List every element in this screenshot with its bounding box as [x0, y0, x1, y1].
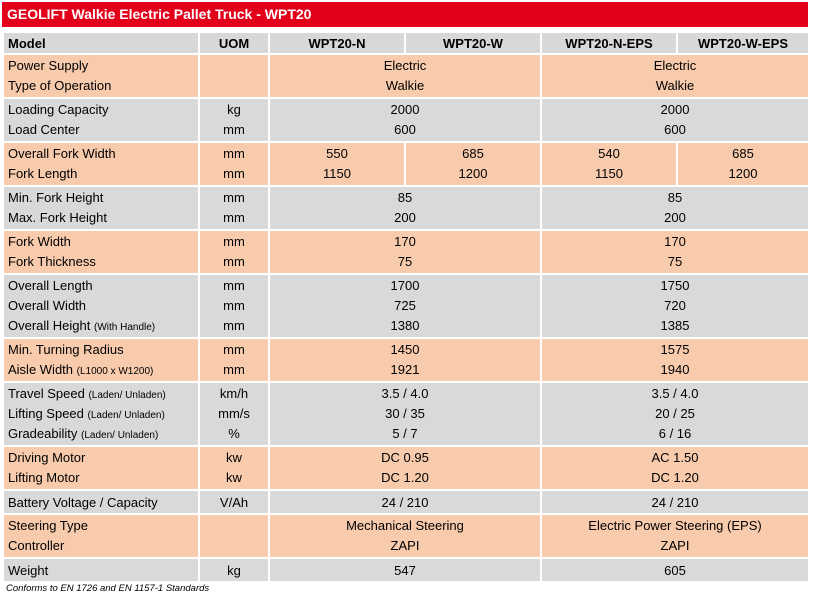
value: AC 1.50	[651, 450, 699, 465]
row-fork-dimensions	[3, 230, 809, 274]
value: DC 0.95	[381, 450, 429, 465]
label-text: Gradeability	[8, 426, 78, 441]
row-fork-height	[3, 186, 809, 230]
header-wpt20-w-eps: WPT20-W-EPS	[677, 32, 809, 54]
uom: kw	[226, 470, 242, 485]
row-overall-dimensions	[3, 274, 809, 338]
value-cell-group-b	[541, 54, 809, 98]
label-min-fork-height: Min. Fork Height	[8, 190, 104, 205]
value-cell-group-b	[541, 338, 809, 382]
value: ZAPI	[390, 538, 420, 553]
label-lifting-motor: Lifting Motor	[8, 470, 80, 485]
label-cell	[3, 98, 199, 142]
uom-cell	[199, 274, 269, 338]
row-turning	[3, 338, 809, 382]
value-cell-group-b	[541, 98, 809, 142]
value-cell-wpt20-n	[269, 142, 405, 186]
label-note: (With Handle)	[94, 322, 156, 333]
value-cell-group-a	[269, 54, 541, 98]
label-cell	[3, 274, 199, 338]
label-controller: Controller	[8, 538, 65, 553]
value: 30 / 35	[385, 406, 425, 421]
label-gradeability	[8, 424, 194, 444]
label-cell	[3, 230, 199, 274]
label-min-turning-radius: Min. Turning Radius	[8, 342, 124, 357]
label-text: Travel Speed	[8, 386, 85, 401]
value-cell-group-a: 547	[269, 558, 541, 582]
label-aisle-width	[8, 360, 194, 380]
label-fork-length: Fork Length	[8, 166, 78, 181]
label-travel-speed	[8, 384, 194, 404]
value-cell-wpt20-w-eps	[677, 142, 809, 186]
label-type-of-operation: Type of Operation	[8, 78, 112, 93]
header-wpt20-n-eps: WPT20-N-EPS	[541, 32, 677, 54]
value-cell-group-a	[269, 230, 541, 274]
label-load-center: Load Center	[8, 122, 80, 137]
row-loading	[3, 98, 809, 142]
label-fork-width: Fork Width	[8, 234, 71, 249]
uom: mm	[223, 362, 245, 377]
uom-cell	[199, 514, 269, 558]
value: 725	[394, 298, 416, 313]
value-cell-group-a	[269, 338, 541, 382]
value: 85	[397, 190, 413, 205]
value: ZAPI	[660, 538, 690, 553]
value: 1450	[390, 342, 420, 357]
value: 1575	[660, 342, 690, 357]
value: DC 1.20	[651, 470, 699, 485]
value: 85	[667, 190, 683, 205]
value-cell-group-b: 605	[541, 558, 809, 582]
label-overall-height	[8, 316, 194, 336]
footnote: Conforms to EN 1726 and EN 1157-1 Standards	[6, 583, 210, 594]
label-cell	[3, 446, 199, 490]
spec-table	[2, 31, 810, 583]
label-cell	[3, 514, 199, 558]
value: 1750	[660, 278, 690, 293]
value-cell-group-b: 24 / 210	[541, 490, 809, 514]
value: Electric	[383, 58, 427, 73]
value: 75	[667, 254, 683, 269]
value-cell-group-b	[541, 446, 809, 490]
row-power	[3, 54, 809, 98]
value: 1700	[390, 278, 420, 293]
value: 1921	[390, 362, 420, 377]
value: 540	[598, 146, 620, 161]
value: Electric Power Steering (EPS)	[588, 518, 762, 533]
label-cell	[3, 142, 199, 186]
label-fork-thickness: Fork Thickness	[8, 254, 96, 269]
header-uom: UOM	[199, 32, 269, 54]
value: 600	[664, 122, 686, 137]
label-power-supply: Power Supply	[8, 58, 89, 73]
value: 20 / 25	[655, 406, 695, 421]
label-lifting-speed	[8, 404, 194, 424]
row-battery	[3, 490, 809, 514]
header-model: Model	[3, 32, 199, 54]
value: Mechanical Steering	[346, 518, 464, 533]
value-cell-group-a	[269, 98, 541, 142]
table-title: GEOLIFT Walkie Electric Pallet Truck - WPT20	[2, 2, 808, 27]
row-weight	[3, 558, 809, 582]
label-weight: Weight	[3, 558, 199, 582]
uom: %	[228, 426, 240, 441]
value-cell-group-b	[541, 274, 809, 338]
label-driving-motor: Driving Motor	[8, 450, 86, 465]
value-cell-group-b	[541, 186, 809, 230]
uom: mm	[223, 278, 245, 293]
uom: mm	[223, 318, 245, 333]
value: 550	[326, 146, 348, 161]
label-battery: Battery Voltage / Capacity	[3, 490, 199, 514]
value-cell-wpt20-n-eps	[541, 142, 677, 186]
label-cell	[3, 54, 199, 98]
header-row	[3, 32, 809, 54]
uom: mm/s	[218, 406, 250, 421]
label-overall-length: Overall Length	[8, 278, 93, 293]
value: Walkie	[385, 78, 425, 93]
value-cell-group-b	[541, 514, 809, 558]
value: 720	[664, 298, 686, 313]
label-cell	[3, 338, 199, 382]
row-fork	[3, 142, 809, 186]
label-note: (Laden/ Unladen)	[81, 430, 159, 441]
value: 200	[664, 210, 686, 225]
uom-cell	[199, 230, 269, 274]
label-overall-width: Overall Width	[8, 298, 87, 313]
value-cell-wpt20-w	[405, 142, 541, 186]
value: 1200	[728, 166, 758, 181]
value: 685	[732, 146, 754, 161]
value: 1940	[660, 362, 690, 377]
header-wpt20-w: WPT20-W	[405, 32, 541, 54]
value: 1150	[595, 166, 623, 181]
uom: mm	[223, 298, 245, 313]
label-steering-type: Steering Type	[8, 518, 88, 533]
uom: mm	[223, 234, 245, 249]
value: 75	[397, 254, 413, 269]
label-max-fork-height: Max. Fork Height	[8, 210, 107, 225]
uom: mm	[223, 342, 245, 357]
uom-cell	[199, 382, 269, 446]
label-loading-capacity: Loading Capacity	[8, 102, 109, 117]
uom: mm	[223, 122, 245, 137]
value: 200	[394, 210, 416, 225]
label-note: (Laden/ Unladen)	[87, 410, 165, 421]
value: 3.5 / 4.0	[381, 386, 429, 401]
value-cell-group-a	[269, 514, 541, 558]
uom-cell	[199, 186, 269, 230]
uom: mm	[223, 190, 245, 205]
value-cell-group-a	[269, 186, 541, 230]
label-note: (L1000 x W1200)	[76, 366, 154, 377]
uom-cell	[199, 142, 269, 186]
label-cell	[3, 382, 199, 446]
uom: kg	[227, 102, 241, 117]
uom: mm	[223, 146, 245, 161]
uom: V/Ah	[199, 490, 269, 514]
uom-cell	[199, 54, 269, 98]
value: DC 1.20	[381, 470, 429, 485]
label-cell	[3, 186, 199, 230]
uom: kw	[226, 450, 242, 465]
value: Electric	[653, 58, 697, 73]
label-text: Lifting Speed	[8, 406, 84, 421]
value: 600	[394, 122, 416, 137]
value: 5 / 7	[392, 426, 418, 441]
header-wpt20-n: WPT20-N	[269, 32, 405, 54]
value-cell-group-a: 24 / 210	[269, 490, 541, 514]
value: 1150	[323, 166, 351, 181]
row-steering	[3, 514, 809, 558]
value: 685	[462, 146, 484, 161]
uom: mm	[223, 210, 245, 225]
label-text: Overall Height	[8, 318, 91, 333]
value-cell-group-a	[269, 382, 541, 446]
value: 3.5 / 4.0	[651, 386, 699, 401]
value-cell-group-a	[269, 274, 541, 338]
uom: mm	[223, 166, 245, 181]
uom: km/h	[219, 386, 249, 401]
value: 2000	[660, 102, 690, 117]
uom-cell	[199, 338, 269, 382]
value: 6 / 16	[658, 426, 692, 441]
uom: mm	[223, 254, 245, 269]
uom: kg	[199, 558, 269, 582]
value-cell-group-a	[269, 446, 541, 490]
value: Walkie	[655, 78, 695, 93]
value-cell-group-b	[541, 382, 809, 446]
uom-cell	[199, 446, 269, 490]
row-speed	[3, 382, 809, 446]
uom-cell	[199, 98, 269, 142]
value: 1380	[390, 318, 420, 333]
row-motor	[3, 446, 809, 490]
label-text: Aisle Width	[8, 362, 74, 377]
label-note: (Laden/ Unladen)	[88, 390, 166, 401]
value: 170	[394, 234, 416, 249]
value: 170	[664, 234, 686, 249]
value: 1385	[660, 318, 690, 333]
value: 2000	[390, 102, 420, 117]
value: 1200	[458, 166, 488, 181]
label-overall-fork-width: Overall Fork Width	[8, 146, 116, 161]
value-cell-group-b	[541, 230, 809, 274]
